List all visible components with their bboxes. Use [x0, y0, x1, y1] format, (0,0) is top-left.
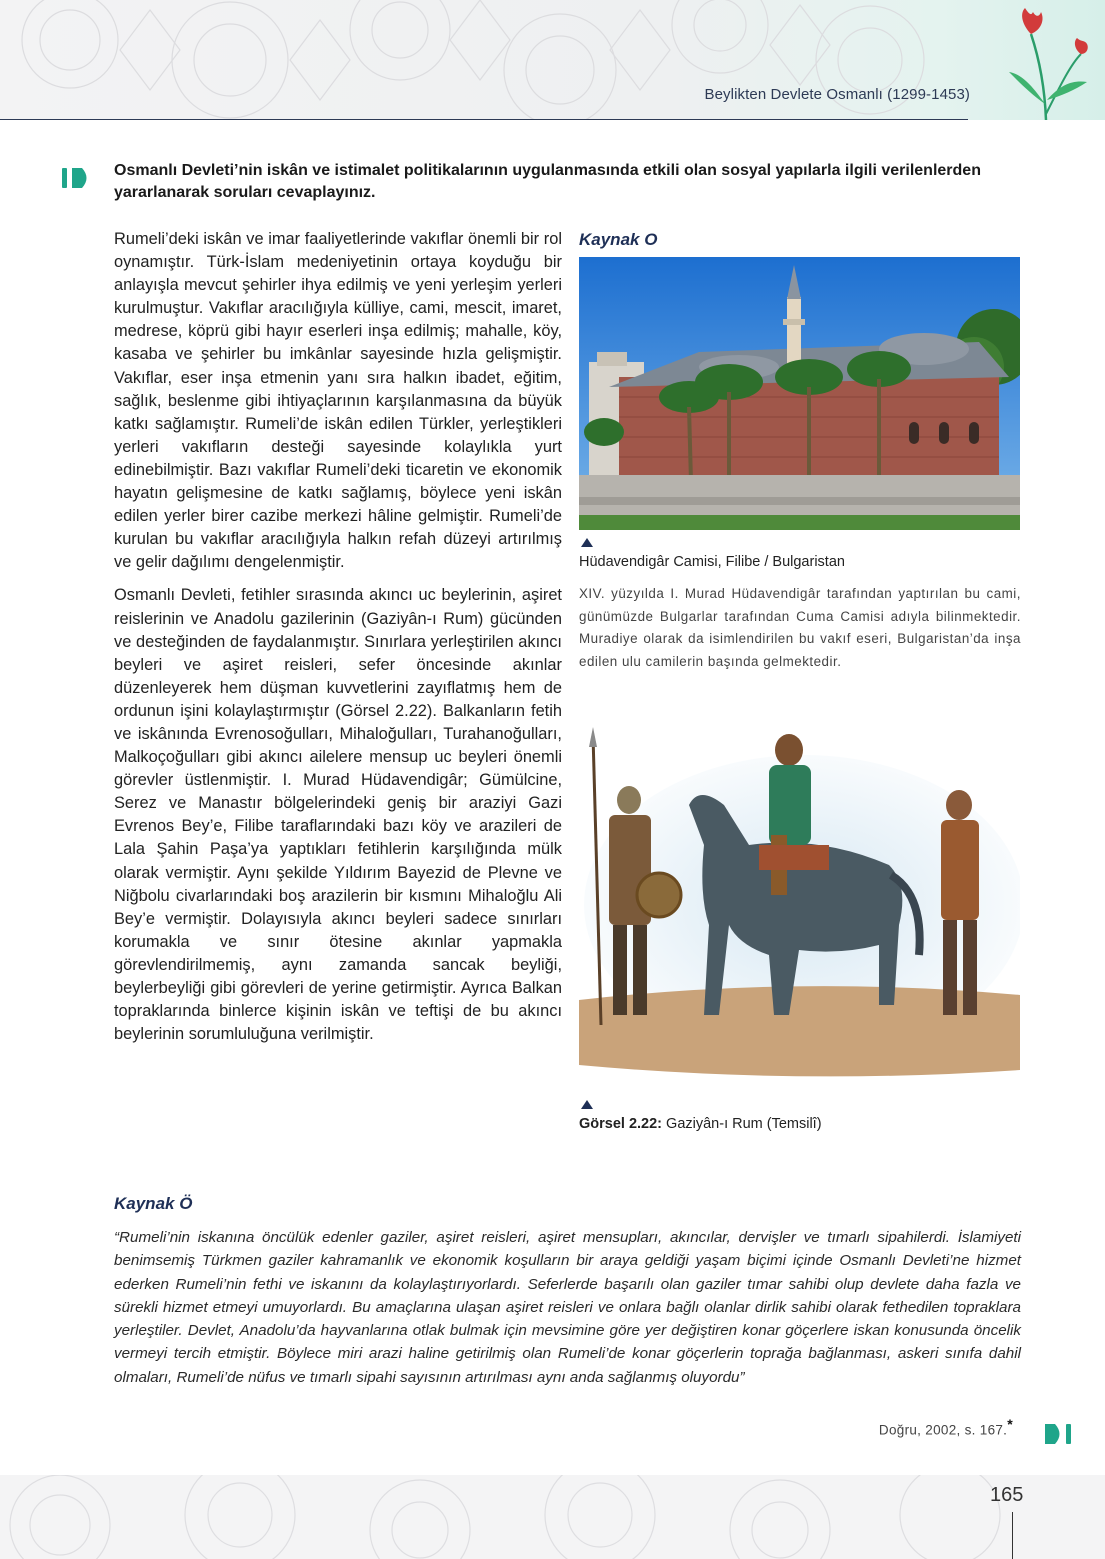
figure-label: Görsel 2.22: — [579, 1116, 663, 1132]
caption-marker-icon — [581, 1100, 593, 1109]
footer-rule — [1012, 1512, 1013, 1559]
activity-end-icon — [1043, 1422, 1073, 1446]
caption-marker-icon — [581, 538, 593, 547]
citation-text: Doğru, 2002, s. 167. — [878, 1422, 1008, 1438]
citation — [879, 1416, 1013, 1438]
photo-caption-body: XIV. yüzyılda I. Murad Hüdavendigâr tarafından yaptırılan bu cami, günümüzde Bulgarlar tarafından Cuma Camisi adıyla bilinmektedir. Muradiye olarak da isimlendirilen bu vakıf eseri, Bulgaristan’da inşa edilen ulu camilerin başında gelmektedir. — [579, 586, 1021, 669]
citation-mark: * — [1007, 1416, 1013, 1432]
body-paragraph: Rumeli’deki iskân ve imar faaliyetlerinde vakıflar önemli bir rol oynamıştır. Türk-İslam medeniyetinin ortaya koyduğu bir anlayışla mevcut şehirler ihya edilmiş ve yeni yerleşim yerleri kurulmuştur. Vakıflar aracılığıyla külliye, cami, mescit, imaret, medrese, köprü gibi hayır eserleri inşa edilmiş; mahalle, köy, kasaba ve şehirler bu imkânlar sayesinde hızla gelişmiştir. Vakıflar, eser inşa etmenin yanı sıra halkın ibadet, eğitim, sağlık, beslenme gibi ihtiyaçlarının karşılanmasına da büyük katkı sağlamıştır. Rumeli’de iskân edilen Türkler, yerleştikleri yerleri vakıfların desteği sayesinde kolaylıkla yurt edinebilmiştir. Bazı vakıflar Rumeli’deki ticaretin ve ekonomik hayatın gelişmesine de katkı sağlamış, böylece yeni iskân edilen yerler birer cazibe merkezi hâline gelmiştir. Rumeli’de kurulan bu vakıflar aracılığıyla halkın refah düzeyi artırılmış ve gelir dağılımı dengelenmiştir. — [114, 230, 562, 572]
header-rule — [0, 119, 968, 120]
figure-caption — [579, 1116, 822, 1132]
body-paragraph: Osmanlı Devleti, fetihler sırasında akıncı uc beylerinin, aşiret reislerinin ve Anadolu gazilerinin (Gaziyân-ı Rum) gücünden ve desteğinden de faydalanmıştır. Sınırlara yerleştirilen akıncı beyleri ve aşiret reisleri, sefer öncesinde akınlar düzenleyerek hem düşman kuvvetlerini zayıflatmış hem de ordunun işini kolaylaştırmıştır (Görsel 2.22). Balkanların fetih ve iskânında Evrenosoğulları, Mihaloğulları, Turahanoğulları, Malkoçoğulları gibi akıncı ailelere mensup uc beyleri önemli görevler üstlenmiştir. I. Murad Hüdavendigâr; Gümülcine, Serez ve Manastır bölgelerindeki geniş bir araziyi Gazi Evrenos Bey’e, Filibe taraflarındaki bazı köy ve arazileri de Lala Şahin Paşa’ya yaptıkları fetihlerin karşılığında mülk olarak vermiştir. Aynı şekilde Yıldırım Bayezid de Plevne ve Niğbolu civarlarındaki boş arazilerin bir kısmını Mihaloğlu Ali Bey’e vermiştir. Dolayısıyla akıncı beyleri sadece sınırları korumakla ve sınır ötesine akınlar yapmakla görevlendirilmemiş, aynı zamanda sancak beyliği, beylerbeyliği gibi görevleri de yerine getirmiştir. Ayrıca Balkan topraklarında binlerce kişinin iskân ve teftişi de bu akıncı beylerinin sorumluluğuna verilmiştir. — [114, 586, 562, 1044]
gaziyan-illustration — [579, 725, 1020, 1095]
left-column — [114, 228, 562, 1056]
photo-caption-title: Hüdavendigâr Camisi, Filibe / Bulgaristan — [579, 554, 845, 570]
instruction-text: Osmanlı Devleti’nin iskân ve istimalet politikalarının uygulanmasında etkili olan sosyal yapılarla ilgili verilenlerden yararlanarak soruları cevaplayınız. — [114, 162, 981, 201]
page-number: 165 — [990, 1484, 1024, 1506]
source-label: Kaynak Ö — [114, 1194, 193, 1213]
footer-band — [0, 1475, 1105, 1559]
mosque-photo — [579, 257, 1020, 530]
figure-caption-text: Gaziyân-ı Rum (Temsilî) — [666, 1116, 822, 1132]
activity-start-icon — [60, 166, 92, 190]
header-band — [0, 0, 1105, 120]
source-label: Kaynak O — [579, 230, 658, 249]
tulip-ornament-icon — [1001, 4, 1091, 120]
footer-pattern — [0, 1475, 1105, 1559]
source-quote: “Rumeli’nin iskanına öncülük edenler gaziler, aşiret reisleri, aşiret mensupları, akıncılar, dervişler ve tımarlı sipahilerdi. İslamiyeti benimsemiş Türkmen gaziler kahramanlık ve ekonomik koşulların bir araya geldiği yaşam biçimi içinde Osmanlı Devleti’ne hizmet ederken Rumeli’nin fethi ve iskanını da kolaylaştırıyorlardı. Seferlerde başarılı olan gaziler tımar sahibi olup devlete daha fazla ve sürekli hizmet etmeyi umuyorlardı. Bu amaçlarına ulaşan aşiret reisleri ve onlara bağlı olanlar dirlik sahibi olarak fethedilen topraklara yerleştiler. Devlet, Anadolu’da hayvanlarına otlak bulmak için mevsimine göre yer değiştiren konar göçerlere iskan konusunda öncelik vermeyi tercih etmiştir. Böylece miri arazi haline getirilmiş olan Rumeli’de konar göçerlerin toprağa bağlanması, askeri sınıfa dahil olmaları, Rumeli’de nüfus ve tımarlı sipahi sayısının artırılması aynı anda sağlanmış oluyordu” — [114, 1229, 1021, 1386]
header-title: Beylikten Devlete Osmanlı (1299-1453) — [704, 86, 970, 103]
